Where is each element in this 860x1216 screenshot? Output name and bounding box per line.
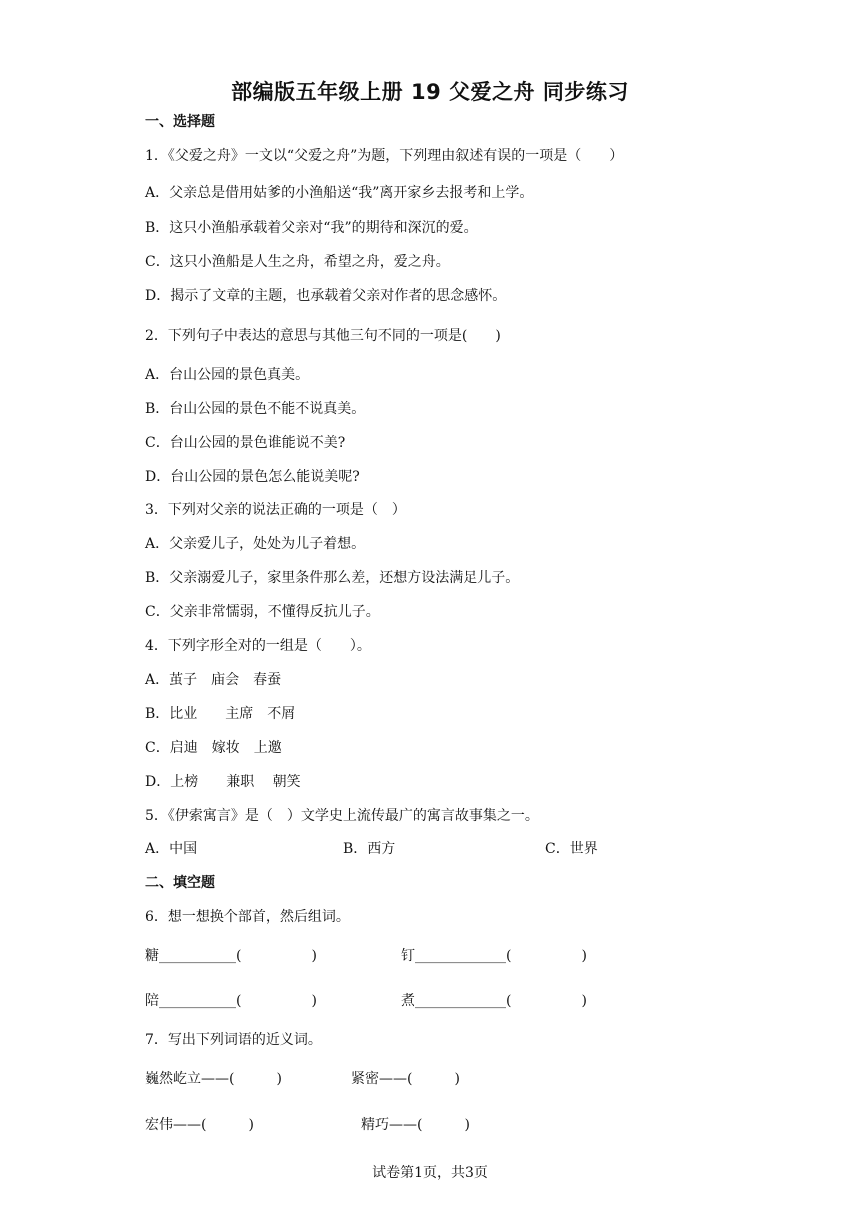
question-3-stem: 3．下列对父亲的说法正确的一项是（ ） [145, 502, 406, 518]
question-2-stem: 2．下列句子中表达的意思与其他三句不同的一项是( ) [145, 328, 501, 344]
question-2-option-b: B．台山公园的景色不能不说真美。 [145, 401, 366, 417]
question-7-blank-hongwei: 宏伟——( ) [145, 1117, 254, 1133]
page-title: 部编版五年级上册 19 父爱之舟 同步练习 [231, 80, 629, 104]
question-4-option-b: B．比业 主席 不屑 [145, 706, 296, 722]
question-5-option-c: C．世界 [545, 841, 598, 857]
question-6-stem: 6．想一想换个部首，然后组词。 [145, 909, 350, 925]
question-7-blank-jingqiao: 精巧——( ) [361, 1117, 470, 1133]
question-5-option-b: B．西方 [343, 841, 396, 857]
question-6-blank-pei: 陪___________( ) [145, 993, 317, 1009]
question-4-option-d: D．上榜 兼职 朝笑 [145, 774, 301, 790]
question-6-blank-zhu: 煮_____________( ) [401, 993, 587, 1009]
section-heading-choice: 一、选择题 [145, 114, 215, 130]
question-4-option-c: C．启迪 嫁妆 上邀 [145, 740, 282, 756]
question-1-stem: 1．《父爱之舟》一文以“父爱之舟”为题，下列理由叙述有误的一项是（ ） [145, 148, 624, 164]
question-6-blank-tang: 糖___________( ) [145, 948, 317, 964]
question-2-option-a: A．台山公园的景色真美。 [145, 367, 310, 383]
page-footer: 试卷第1页，共3页 [372, 1165, 488, 1181]
question-7-blank-jinmi: 紧密——( ) [351, 1071, 460, 1087]
question-4-stem: 4．下列字形全对的一组是（ ）。 [145, 638, 371, 654]
question-1-option-b: B．这只小渔船承载着父亲对“我”的期待和深沉的爱。 [145, 220, 478, 236]
question-7-stem: 7．写出下列词语的近义词。 [145, 1032, 322, 1048]
question-2-option-c: C．台山公园的景色谁能说不美? [145, 435, 346, 451]
question-5-stem: 5．《伊索寓言》是（ ）文学史上流传最广的寓言故事集之一。 [145, 808, 539, 824]
question-1-option-d: D．揭示了文章的主题，也承载着父亲对作者的思念感怀。 [145, 288, 507, 304]
question-3-option-b: B．父亲溺爱儿子，家里条件那么差，还想方设法满足儿子。 [145, 570, 520, 586]
question-3-option-a: A．父亲爱儿子，处处为儿子着想。 [145, 536, 366, 552]
section-heading-fill: 二、填空题 [145, 875, 215, 891]
question-1-option-c: C．这只小渔船是人生之舟，希望之舟，爱之舟。 [145, 254, 450, 270]
question-6-blank-ding: 钉_____________( ) [401, 948, 587, 964]
question-7-blank-weiran: 巍然屹立——( ) [145, 1071, 282, 1087]
question-4-option-a: A．茧子 庙会 春蚕 [145, 672, 282, 688]
question-2-option-d: D．台山公园的景色怎么能说美呢? [145, 469, 360, 485]
question-3-option-c: C．父亲非常懦弱，不懂得反抗儿子。 [145, 604, 380, 620]
question-1-option-a: A．父亲总是借用姑爹的小渔船送“我”离开家乡去报考和上学。 [145, 185, 534, 201]
question-5-option-a: A．中国 [145, 841, 198, 857]
